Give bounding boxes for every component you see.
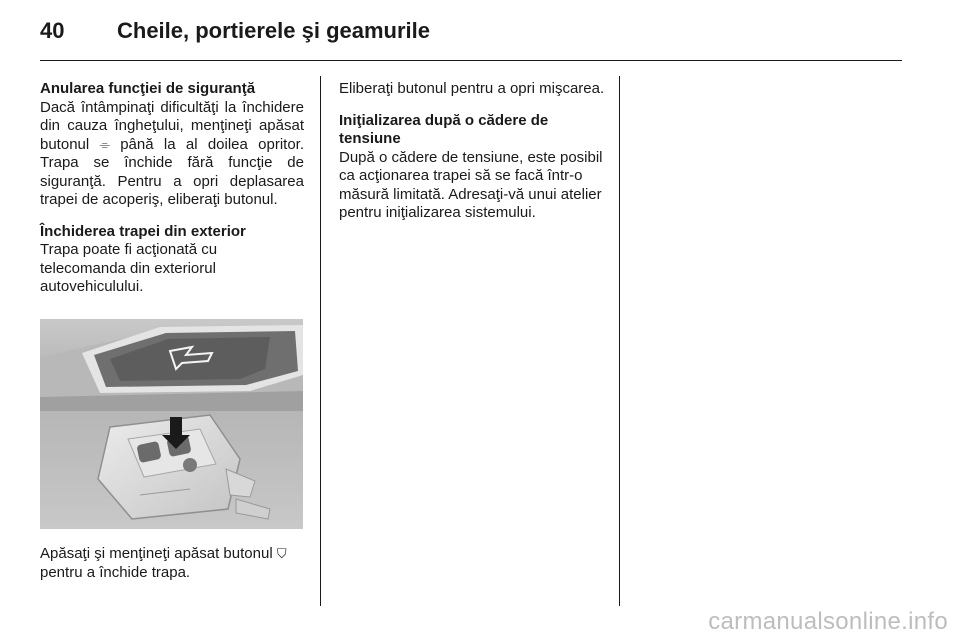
- column-divider-right: [619, 76, 620, 606]
- body-text: Apăsaţi şi menţineţi apăsat butonul: [40, 545, 273, 562]
- column-1: [40, 80, 304, 310]
- sunroof-close-icon: ⌯: [99, 136, 110, 152]
- body-text: până la al doilea opritor. Trapa se închide fără funcţie de siguranţă. Pentru a opri deplasarea trapei de acoperiş, eliberaţi butonul.: [40, 135, 304, 208]
- header-rule: [40, 60, 902, 61]
- lock-button-icon: ⛉: [276, 546, 287, 561]
- watermark: carmanualsonline.info: [708, 608, 948, 635]
- section-heading: Iniţializarea după o cădere de tensiune: [339, 111, 549, 147]
- column-2: [339, 80, 605, 236]
- body-text: Trapa poate fi acţionată cu telecomanda din exteriorul autovehiculului.: [40, 241, 218, 295]
- section-close-from-outside: [40, 223, 304, 297]
- figure-caption: [40, 545, 304, 595]
- column-divider-left: [320, 76, 321, 606]
- caption-paragraph: [40, 545, 304, 582]
- body-text: Dacă întâmpinaţi dificultăţi la închidere din cauza îngheţului, menţineţi apăsat butonul: [40, 98, 304, 153]
- release-paragraph: Eliberaţi butonul pentru a opri mişcarea.: [339, 80, 605, 97]
- body-text: pentru a închide trapa.: [40, 563, 191, 581]
- section-initialization: [339, 112, 605, 223]
- chapter-title: Cheile, portierele şi geamurile: [117, 18, 431, 43]
- section-safety-override: [40, 80, 304, 210]
- section-heading: Anularea funcţiei de siguranţă: [40, 80, 256, 97]
- key-remote-illustration: [40, 319, 303, 529]
- section-heading: Închiderea trapei din exterior: [40, 222, 246, 240]
- body-text: După o cădere de tensiune, este posibil ca acţionarea trapei să se facă într-o măsură limitată. Adresaţi-vă unui atelier pentru iniţializarea sistemului.: [339, 148, 603, 221]
- page-number: 40: [40, 18, 65, 43]
